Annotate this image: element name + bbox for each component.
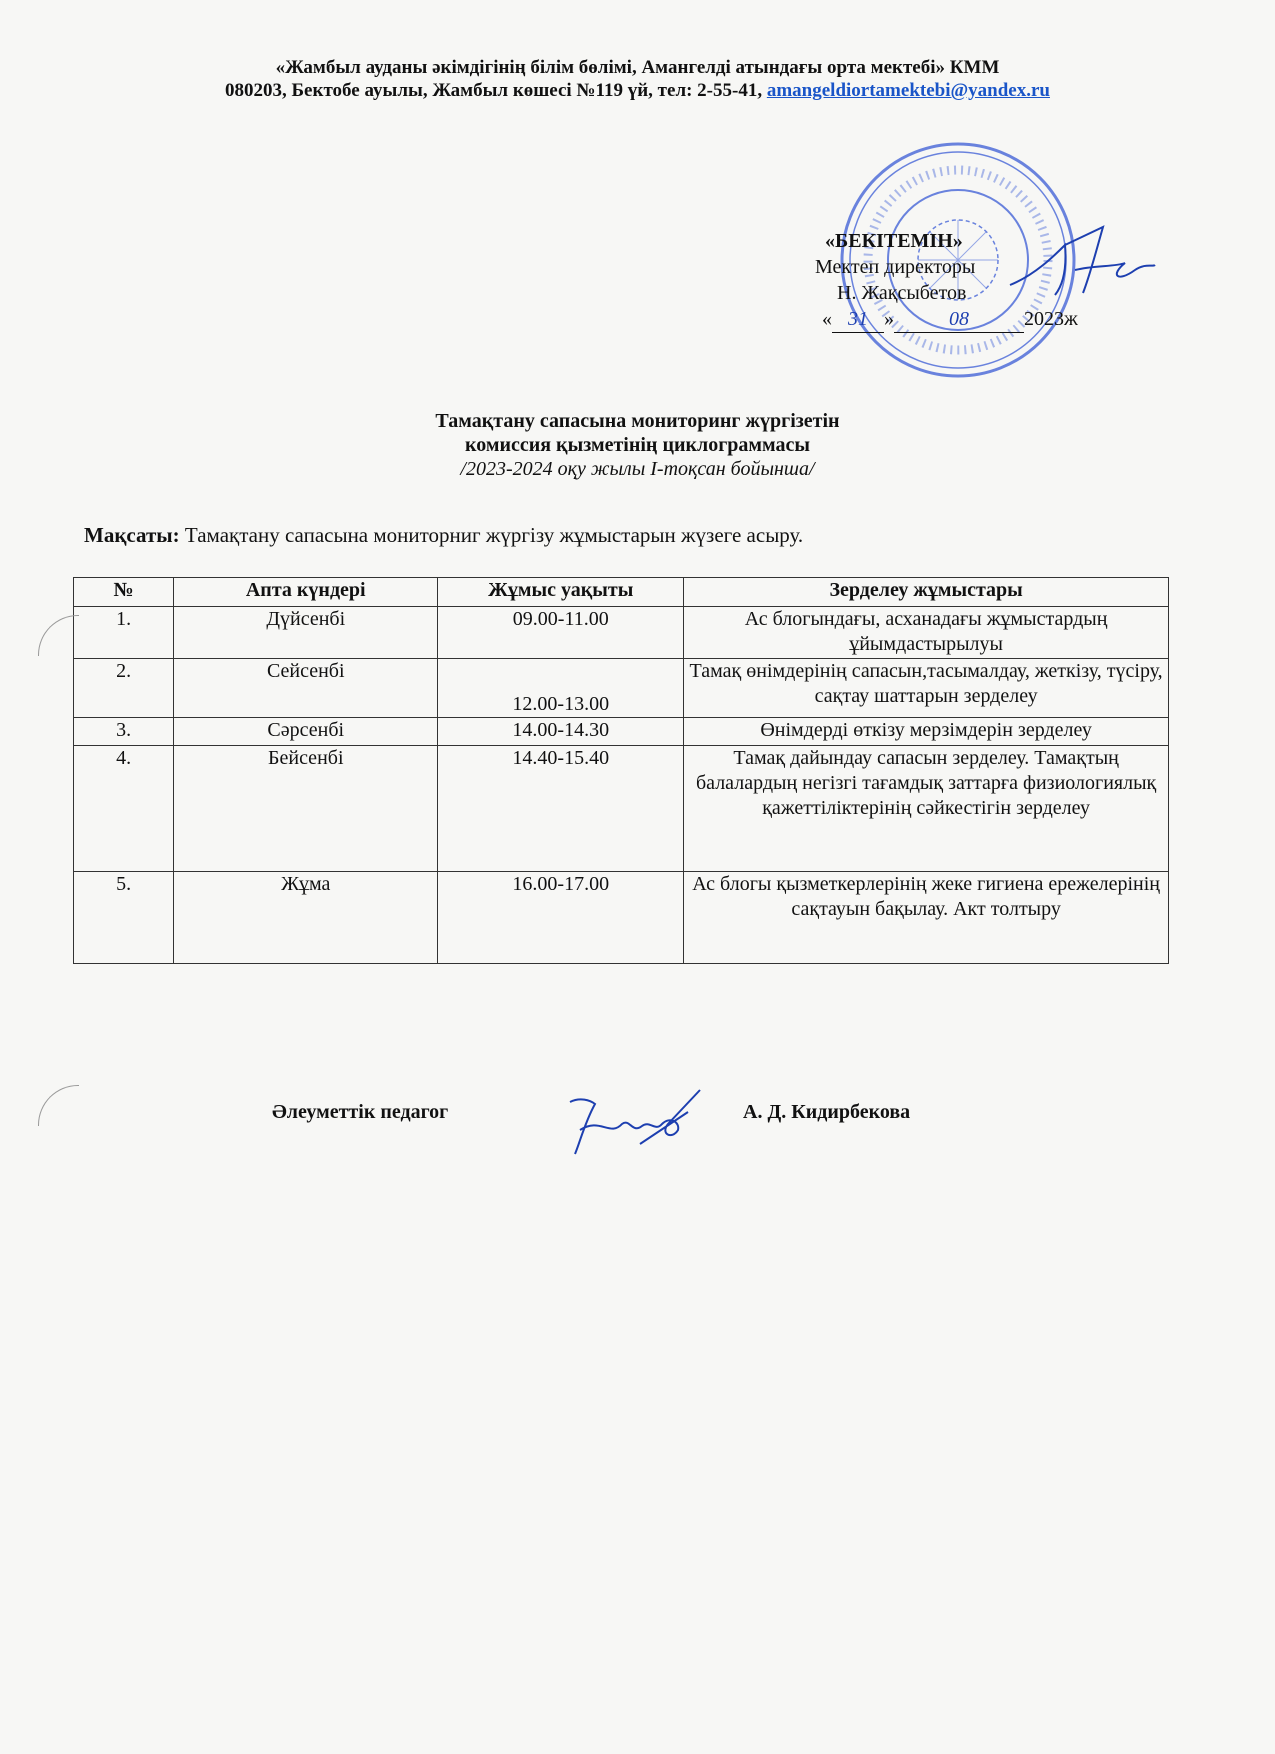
cell-time: 16.00-17.00: [438, 872, 684, 964]
cell-day: Сейсенбі: [174, 659, 438, 718]
cell-task: Ас блогындағы, асханадағы жұмыстардың ұйымдастырылуы: [684, 607, 1169, 659]
cell-day: Сәрсенбі: [174, 718, 438, 746]
document-title: [0, 409, 1275, 481]
header-time: Жұмыс уақыты: [438, 578, 684, 607]
date-open-quote: «: [822, 308, 832, 330]
table-row: [74, 718, 1169, 746]
approval-position: Мектеп директоры: [815, 256, 976, 278]
letterhead-org: «Жамбыл ауданы әкімдігінің білім бөлімі, Амангелді атындағы орта мектебі» КММ: [275, 57, 1000, 78]
title-line-1: Тамақтану сапасына мониторинг жүргізетін: [435, 410, 840, 432]
signer-name: А. Д. Кидирбекова: [743, 1101, 911, 1123]
cell-time: 14.00-14.30: [438, 718, 684, 746]
table-row: [74, 607, 1169, 659]
cell-task: Тамақ өнімдерінің сапасын,тасымалдау, жеткізу, түсіру, сақтау шаттарын зерделеу: [684, 659, 1169, 718]
cell-number: 5.: [74, 872, 174, 964]
punch-hole-mark: [38, 1085, 79, 1126]
date-day: 31: [832, 306, 884, 333]
cell-day: Жұма: [174, 872, 438, 964]
approval-name: Н. Жақсыбетов: [837, 282, 967, 304]
cell-time: [438, 659, 684, 718]
aim-label: Мақсаты:: [84, 523, 180, 547]
pedagog-signature: [560, 1082, 710, 1162]
email-link[interactable]: amangeldiortamektebi@yandex.ru: [766, 80, 1050, 101]
cell-time-text: 12.00-13.00: [512, 693, 610, 715]
approval-title: «БЕКІТЕМІН»: [825, 230, 963, 252]
table-row: [74, 746, 1169, 872]
cyclogram-table: [73, 577, 1169, 964]
cell-task: Ас блогы қызметкерлерінің жеке гигиена ережелерінің сақтауын бақылау. Акт толтыру: [684, 872, 1169, 964]
aim-text: Тамақтану сапасына мониторниг жүргізу жұмыстарын жүзеге асыру.: [184, 523, 804, 547]
table-header-row: [74, 578, 1169, 607]
cell-number: 2.: [74, 659, 174, 718]
letterhead: [0, 56, 1275, 102]
cell-day: Бейсенбі: [174, 746, 438, 872]
date-month: 08: [894, 306, 1024, 333]
date-year: 2023ж: [1024, 308, 1078, 330]
cell-task: Өнімдерді өткізу мерзімдерін зерделеу: [684, 718, 1169, 746]
cell-number: 4.: [74, 746, 174, 872]
cell-time: 09.00-11.00: [438, 607, 684, 659]
title-line-2: комиссия қызметінің циклограммасы: [464, 434, 811, 456]
header-number: №: [74, 578, 174, 607]
cell-number: 3.: [74, 718, 174, 746]
signer-role: Әлеуметтік педагог: [272, 1101, 449, 1123]
director-signature: [1005, 215, 1160, 305]
date-close-quote: »: [884, 308, 894, 330]
cell-task: Тамақ дайындау сапасын зерделеу. Тамақтың балалардың негізгі тағамдық заттарға физиологиялық қажеттіліктерінің сәйкестігін зерделеу: [684, 746, 1169, 872]
header-weekday: Апта күндері: [174, 578, 438, 607]
cell-day: Дүйсенбі: [174, 607, 438, 659]
table-row: [74, 659, 1169, 718]
letterhead-address: [0, 79, 1275, 102]
punch-hole-mark: [38, 615, 79, 656]
aim-line: [84, 523, 803, 548]
title-subtitle: /2023-2024 оқу жылы І-тоқсан бойынша/: [460, 458, 815, 480]
cell-time: 14.40-15.40: [438, 746, 684, 872]
address-text: 080203, Бектобе ауылы, Жамбыл көшесі №119 үй, тел: 2-55-41,: [225, 80, 763, 101]
approval-date: [815, 306, 1135, 333]
cell-number: 1.: [74, 607, 174, 659]
header-tasks: Зерделеу жұмыстары: [684, 578, 1169, 607]
table-row: [74, 872, 1169, 964]
